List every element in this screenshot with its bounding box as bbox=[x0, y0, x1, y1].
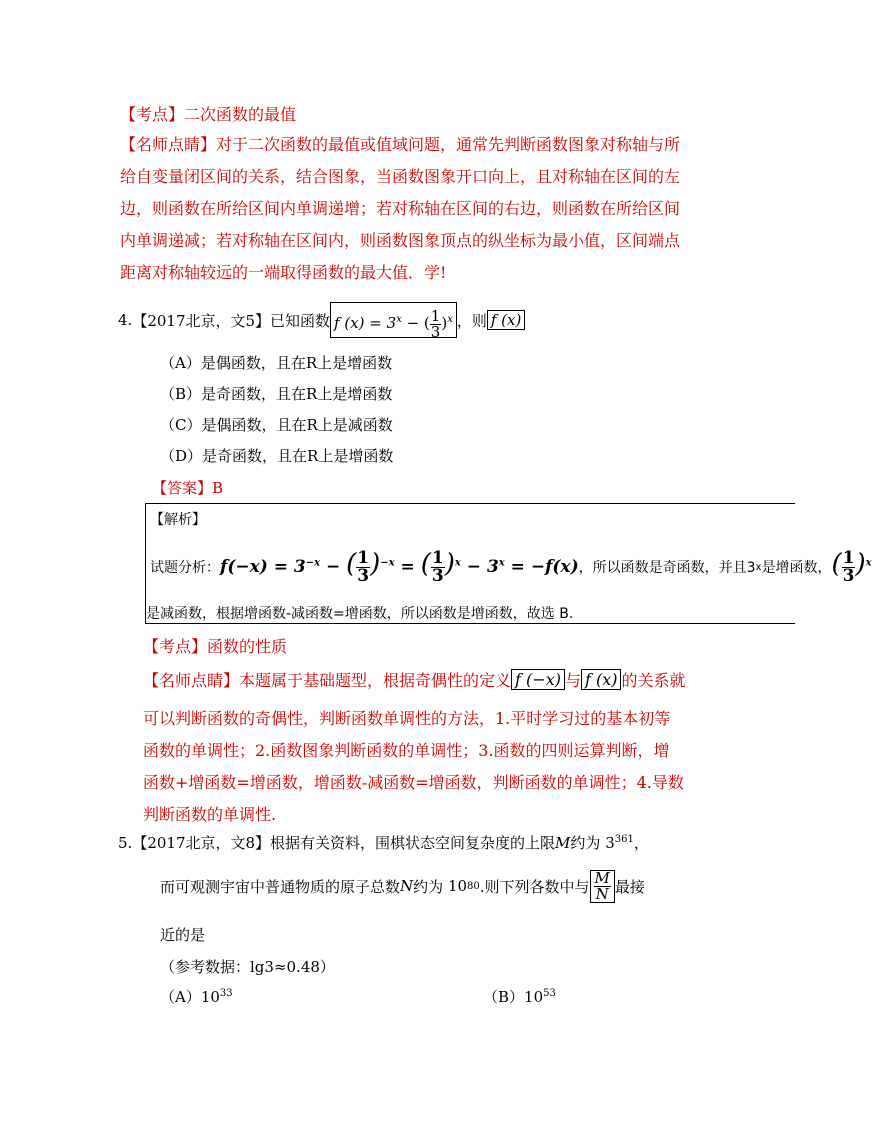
mingshi-text-2: 边，则函数在所给区间内单调递增；若对称轴在区间的右边，则函数在所给区间 bbox=[120, 199, 681, 218]
mingshi-text-4: 距离对称轴较远的一端取得函数的最大值．学! bbox=[120, 263, 447, 282]
q5-stem1b: 约为 bbox=[570, 834, 601, 852]
f-negx-box: f (−x) bbox=[511, 669, 565, 690]
q4-answer bbox=[152, 477, 223, 498]
q5-stem-3: 近的是 bbox=[160, 926, 206, 944]
q4-formula-minus: − ( bbox=[401, 314, 430, 332]
q5-option-a bbox=[160, 986, 233, 1007]
q5-stem1: 根据有关资料，围棋状态空间复杂度的上限 bbox=[270, 834, 556, 852]
q4-source: 【2017北京，文5】 bbox=[132, 311, 271, 330]
q4-yu: 与 bbox=[564, 670, 581, 690]
q4-formula bbox=[330, 302, 457, 341]
mingshi-tag: 【名师点睛】 bbox=[120, 135, 217, 154]
q4-mingshi-text-3: 判断函数的单调性. bbox=[143, 805, 277, 824]
analysis-pre: 试题分析： bbox=[150, 560, 220, 576]
analysis-line-2: 是减函数，根据增函数-减函数=增函数，所以函数是增函数，故选 B. bbox=[146, 606, 574, 622]
q4-formula-exp2: x bbox=[447, 314, 453, 325]
q5-frac-num: M bbox=[594, 868, 610, 887]
q4-option-d: （D）是奇函数，且在R上是增函数 bbox=[160, 447, 394, 465]
analysis-tag: 【解析】 bbox=[150, 512, 206, 528]
analysis-formula: $f(-x) = 3^{-x}$ − ( $\frac{1}{3}$ )$^{-x}$ = ( $\frac{1}{3}$ )$^x - 3^x = -f(x)$ bbox=[220, 548, 579, 586]
q5-exp361: 361 bbox=[614, 834, 634, 845]
q5-base10: 10 bbox=[447, 877, 468, 895]
q4-formula-lhs: f (x) = 3 bbox=[334, 314, 397, 332]
q5-option-a-text: （A）10 bbox=[160, 988, 220, 1006]
q4-stem-pre: 已知函数 bbox=[270, 311, 331, 330]
q5-stem2b: 约为 bbox=[413, 877, 444, 896]
mingshi-line-1 bbox=[120, 132, 680, 155]
q4-mingshi-text-2: 函数+增函数=增函数，增函数-减函数=增函数，判断函数的单调性；4.导数 bbox=[143, 773, 684, 792]
q5-option-b-text: （B）10 bbox=[483, 988, 544, 1006]
mingshi-text-1: 给自变量闭区间的关系，结合图象，当函数图象开口向上，且对称轴在区间的左 bbox=[120, 167, 681, 186]
q4-mingshi-first-end: 的关系就 bbox=[621, 670, 686, 690]
q4-fx: f (x) bbox=[487, 310, 525, 330]
q5-frac-den: N bbox=[595, 884, 609, 903]
q4-formula-close: ) bbox=[441, 314, 448, 332]
q5-stem-2 bbox=[160, 864, 645, 908]
kaodian-text: 二次函数的最值 bbox=[184, 105, 297, 124]
q4-formula-exp: x bbox=[396, 314, 402, 325]
kaodian-line-1 bbox=[120, 102, 296, 125]
q4-option-b: （B）是奇函数，且在R上是增函数 bbox=[160, 385, 393, 403]
q4-stem bbox=[118, 302, 525, 341]
answer-value: B bbox=[212, 479, 224, 497]
q4-number: 4. bbox=[118, 311, 133, 329]
q4-stem-mid: ，则 bbox=[456, 311, 487, 330]
q5-exp80: 80 bbox=[467, 880, 480, 892]
f-x-box: f (x) bbox=[581, 669, 622, 690]
q4-option-a: （A）是偶函数，且在R上是增函数 bbox=[160, 354, 393, 372]
mingshi-text-0: 对于二次函数的最值或值域问题，通常先判断函数图象对称轴与所 bbox=[216, 135, 681, 154]
q5-option-a-exp: 33 bbox=[219, 988, 233, 999]
kaodian-tag: 【考点】 bbox=[120, 105, 185, 124]
analysis-post2: 是增函数， bbox=[761, 560, 832, 576]
q5-M: M bbox=[555, 834, 571, 852]
q5-number: 5. bbox=[118, 834, 133, 852]
q5-base3: 3 bbox=[605, 834, 615, 852]
q4-kaodian bbox=[143, 634, 287, 657]
q5-stem1-end: ， bbox=[633, 834, 649, 852]
q5-stem2: 而可观测宇宙中普通物质的原子总数 bbox=[160, 877, 401, 896]
frac-num: 1 bbox=[430, 306, 441, 325]
frac-den: 3 bbox=[430, 322, 441, 341]
q5-stem-1 bbox=[118, 832, 649, 853]
q5-option-b-exp: 53 bbox=[543, 988, 556, 999]
answer-tag: 【答案】 bbox=[152, 479, 213, 497]
q4-mingshi-text-0: 可以判断函数的奇偶性，判断函数单调性的方法，1.平时学习过的基本初等 bbox=[143, 709, 671, 728]
mingshi-text-3: 内单调递减；若对称轴在区间内，则函数图象顶点的纵坐标为最小值，区间端点 bbox=[120, 231, 681, 250]
q4-option-c: （C）是偶函数，且在R上是减函数 bbox=[160, 416, 393, 434]
analysis-frac-tail: ( $\frac{1}{3}$ )$^x$ bbox=[831, 548, 872, 586]
q5-N: N bbox=[400, 877, 414, 895]
q5-stem2c: .则下列各数中与 bbox=[479, 877, 590, 896]
q4-mingshi-first: 本题属于基础题型，根据奇偶性的定义 bbox=[239, 670, 512, 690]
analysis-post: ，所以函数是奇函数，并且3 bbox=[578, 560, 756, 576]
q4-kaodian-tag: 【考点】 bbox=[143, 637, 208, 656]
q5-source: 【2017北京，文8】 bbox=[132, 834, 271, 852]
q4-mingshi-text-1: 函数的单调性；2.函数图象判断函数的单调性；3.函数的四则运算判断，增 bbox=[143, 741, 670, 760]
q5-reference: （参考数据：lg3≈0.48） bbox=[160, 958, 335, 976]
q4-mingshi-tag: 【名师点睛】 bbox=[143, 670, 240, 690]
q5-option-b bbox=[483, 986, 556, 1007]
q5-frac-box bbox=[590, 870, 615, 903]
q4-formula-frac bbox=[430, 306, 442, 341]
q4-kaodian-text: 函数的性质 bbox=[207, 637, 288, 656]
analysis-line-1: 试题分析： $f(-x) = 3^{-x}$ − ( $\frac{1}{3}$ )$^{-x}$ = ( $\frac{1}{3}$ )$^x - 3^x = -f(x)$ ，所以函数是奇函数，并且3 x 是增函数， ( $\frac{1}{3}$ )$^x$ bbox=[150, 548, 872, 586]
q5-stem2-end: 最接 bbox=[614, 877, 645, 896]
q4-mingshi-line-1 bbox=[143, 666, 686, 692]
